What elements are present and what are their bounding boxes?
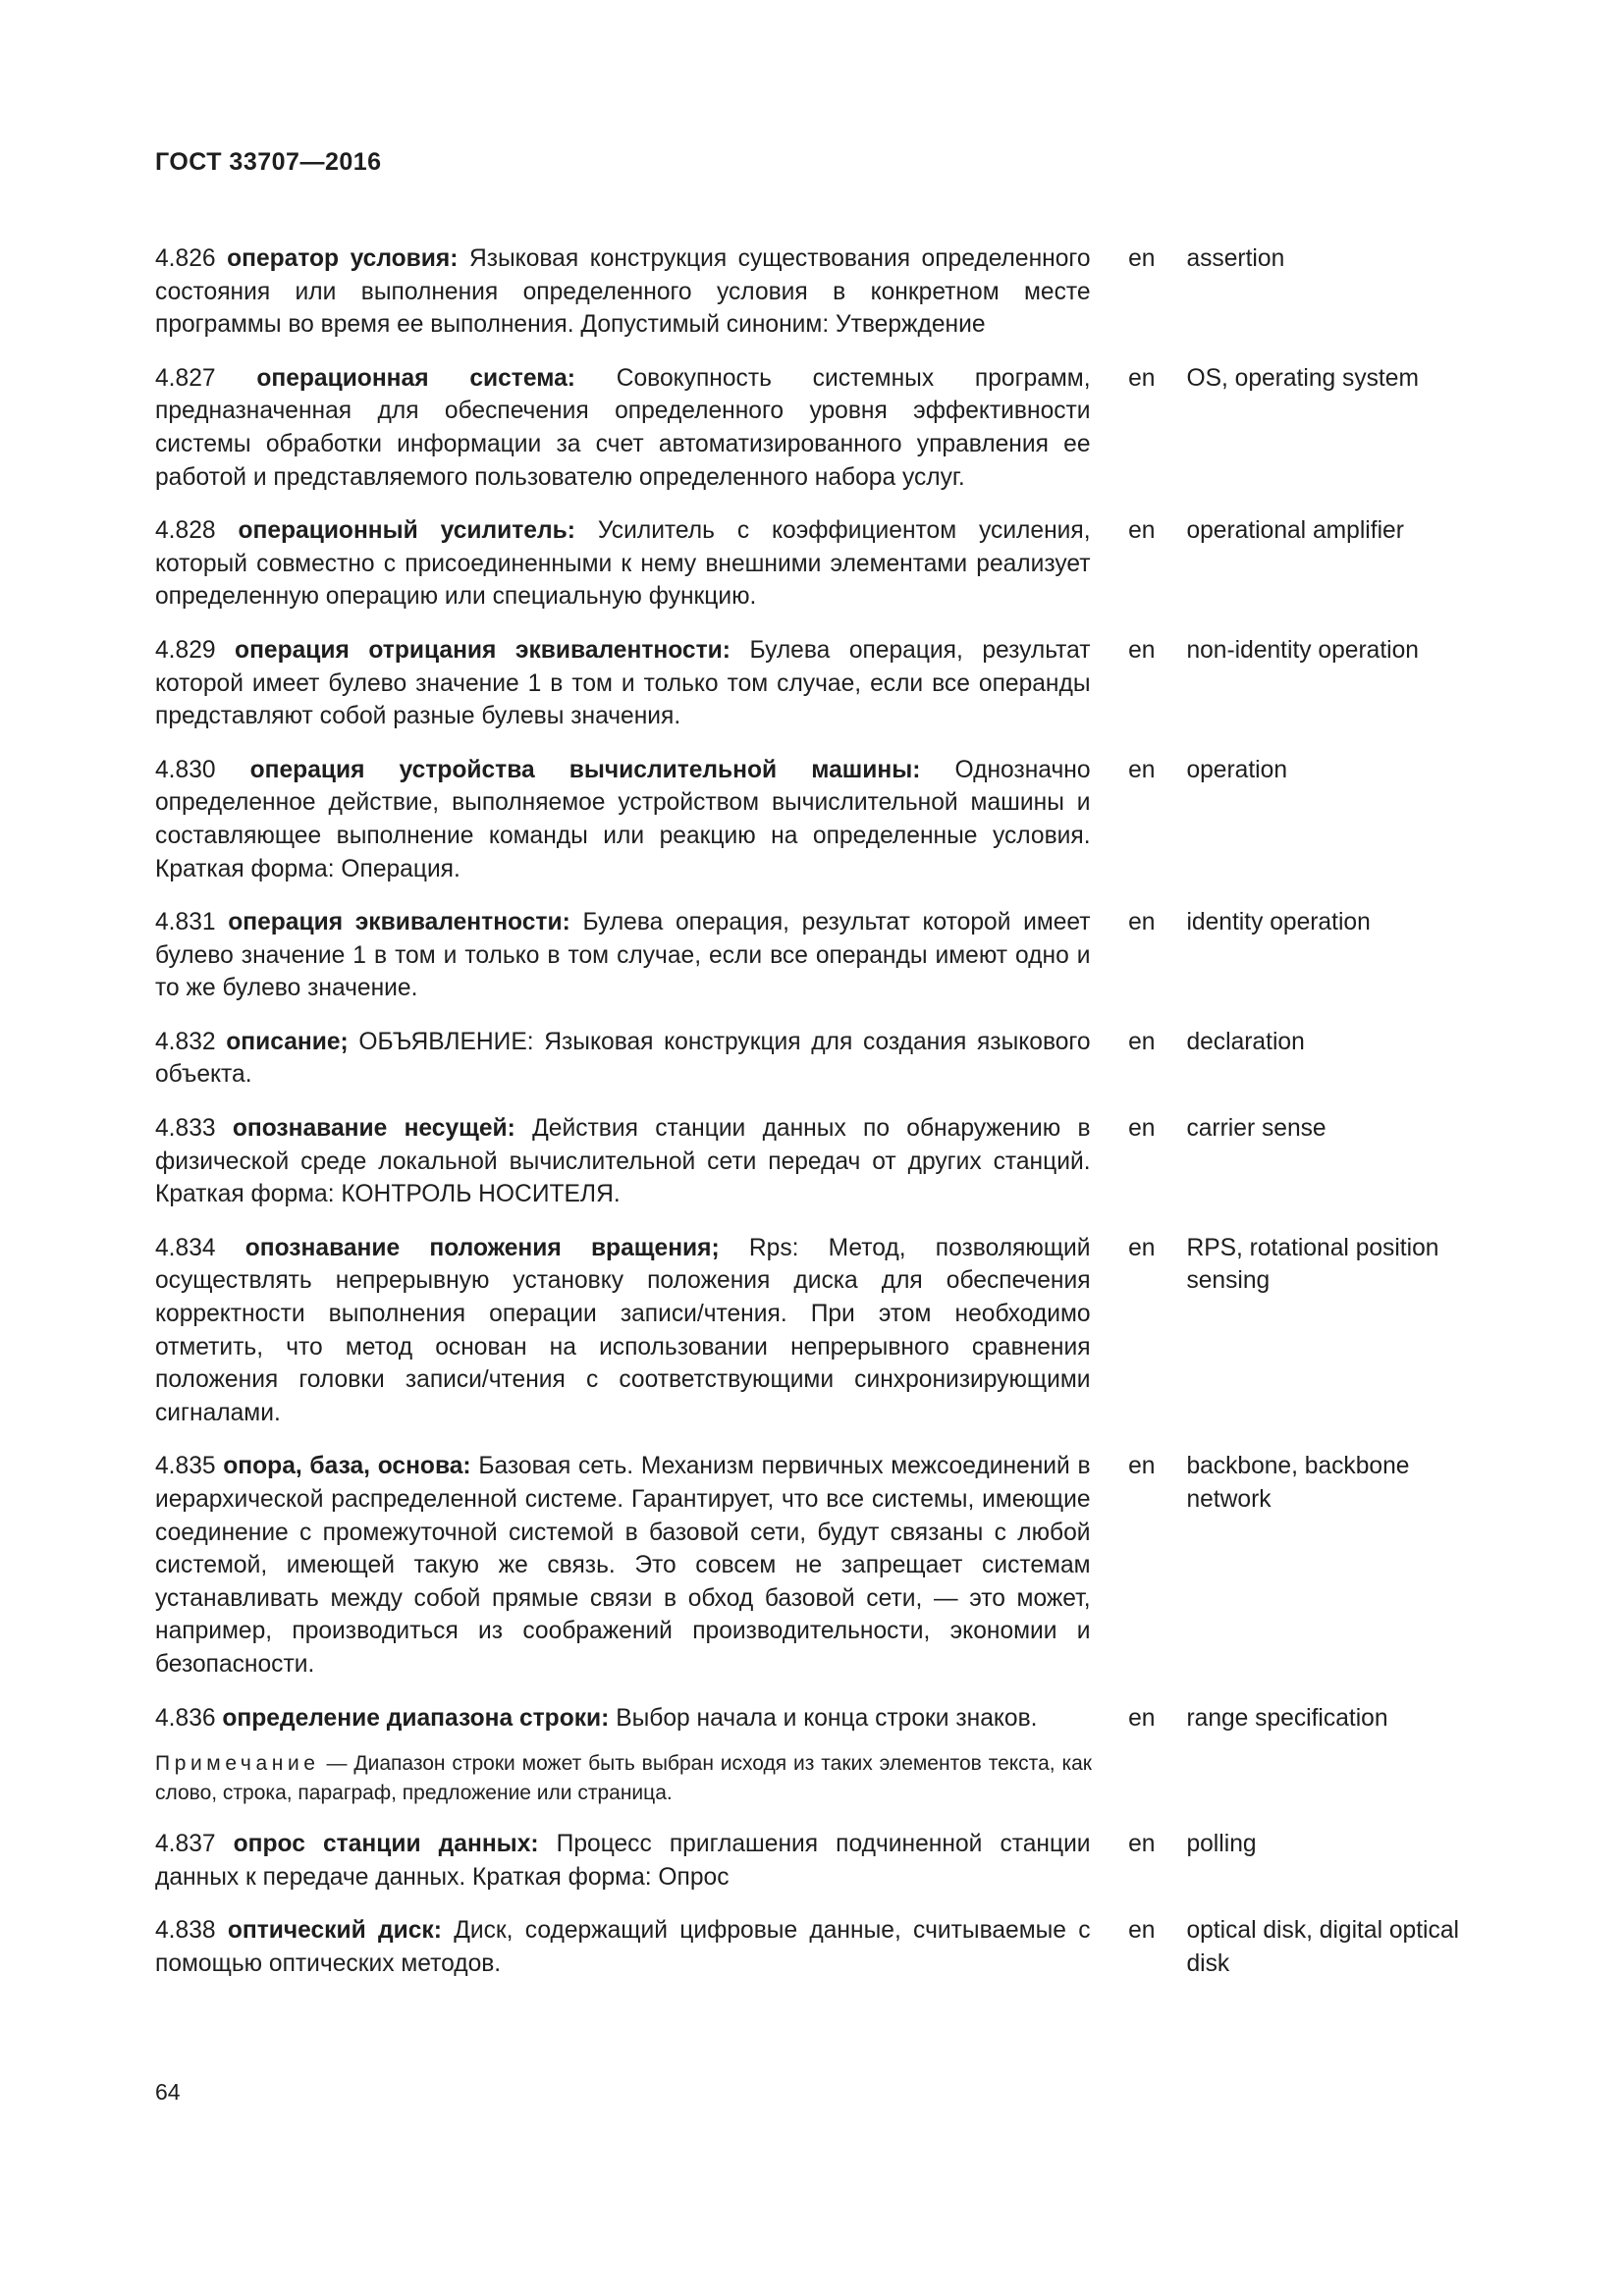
entry-definition bbox=[155, 242, 1091, 342]
entry-term-ru: операционный усилитель: bbox=[238, 517, 575, 545]
entry-definition bbox=[155, 1450, 1091, 1681]
entry-definition bbox=[155, 1828, 1091, 1894]
entry-term-en: operation bbox=[1186, 756, 1288, 783]
entry-lang: en bbox=[1128, 1028, 1156, 1055]
term-entry bbox=[155, 1232, 1481, 1430]
entry-term-ru: операция эквивалентности: bbox=[228, 909, 570, 936]
entry-number: 4.836 bbox=[155, 1704, 216, 1732]
entry-term-en: RPS, rotational position sensing bbox=[1186, 1234, 1439, 1295]
entry-definition-text: Совокупность системных программ, предназначенная для обеспечения определенного уровня эффективности системы обработки информации за счет автоматизированного управления ее работой и представляемого пользователю определенного набора услуг. bbox=[155, 364, 1091, 491]
entry-definition-text: Базовая сеть. Механизм первичных межсоединений в иерархической распределенной системе. Гарантирует, что все системы, имеющие соединение с промежуточной системой в базовой сети, будут связаны с любой системой, имеющей такую же связь. Это совсем не запрещает системам устанавливать между собой прямые связи в обход базовой сети, — это может, например, производиться из соображений производительности, экономии и безопасности. bbox=[155, 1453, 1091, 1678]
entry-term-ru: опрос станции данных: bbox=[233, 1831, 539, 1858]
entry-definition-text: Действия станции данных по обнаружению в физической среде локальной вычислительной сети передач от других станций. Краткая форма: КОНТРОЛЬ НОСИТЕЛЯ. bbox=[155, 1115, 1091, 1208]
entry-term-en: declaration bbox=[1186, 1028, 1305, 1055]
entry-note bbox=[155, 1749, 1092, 1808]
note-text: — Диапазон строки может быть выбран исходя из таких элементов текста, как слово, строка, параграф, предложение или страница. bbox=[155, 1752, 1092, 1805]
entry-lang: en bbox=[1128, 756, 1156, 783]
entry-term-ru: оптический диск: bbox=[227, 1917, 442, 1945]
entry-lang: en bbox=[1128, 1234, 1156, 1261]
entry-term-ru: определение диапазона строки: bbox=[222, 1704, 610, 1732]
entry-definition bbox=[155, 754, 1091, 885]
entry-term-en: non-identity operation bbox=[1186, 636, 1419, 664]
entry-definition bbox=[155, 362, 1091, 494]
term-entry bbox=[155, 1450, 1481, 1681]
entry-definition-text: Языковая конструкция существования определенного состояния или выполнения определенного условия в конкретном месте программы во время ее выполнения. Допустимый синоним: Утверждение bbox=[155, 245, 1091, 339]
entry-definition-text: Диск, содержащий цифровые данные, считываемые с помощью оптических методов. bbox=[155, 1917, 1091, 1977]
term-entry bbox=[155, 754, 1481, 885]
entry-definition bbox=[155, 906, 1091, 1005]
entry-number: 4.833 bbox=[155, 1115, 216, 1143]
entry-definition-text: Булева операция, результат которой имеет булево значение 1 в том и только в том случае, если все операнды имеют одно и то же булево значение. bbox=[155, 909, 1091, 1002]
entry-definition bbox=[155, 514, 1091, 614]
entry-definition bbox=[155, 1702, 1091, 1735]
entry-lang: en bbox=[1128, 1453, 1156, 1480]
entry-number: 4.828 bbox=[155, 517, 216, 545]
entry-number: 4.829 bbox=[155, 636, 216, 664]
term-entry bbox=[155, 362, 1481, 494]
entry-definition-text: Выбор начала и конца строки знаков. bbox=[616, 1704, 1038, 1732]
term-entry bbox=[155, 514, 1481, 614]
entry-definition-text: Однозначно определенное действие, выполняемое устройством вычислительной машины и составляющее выполнение команды или реакцию на определенные условия. Краткая форма: Операция. bbox=[155, 756, 1091, 882]
term-entry bbox=[155, 1026, 1481, 1092]
entry-number: 4.834 bbox=[155, 1234, 216, 1261]
entry-lang: en bbox=[1128, 909, 1156, 936]
entry-definition bbox=[155, 1914, 1091, 1980]
entry-lang: en bbox=[1128, 364, 1156, 392]
entry-term-ru: операция устройства вычислительной машины: bbox=[249, 756, 921, 783]
entry-definition-text: Усилитель с коэффициентом усиления, который совместно с присоединенными к нему внешними элементами реализует определенную операцию или специальную функцию. bbox=[155, 517, 1091, 611]
entry-lang: en bbox=[1128, 517, 1156, 545]
entry-term-en: carrier sense bbox=[1186, 1115, 1326, 1143]
entry-term-en: polling bbox=[1186, 1831, 1257, 1858]
entry-lang: en bbox=[1128, 245, 1156, 272]
entry-term-en: identity operation bbox=[1186, 909, 1371, 936]
entry-term-ru: опознавание положения вращения; bbox=[244, 1234, 720, 1261]
term-entry bbox=[155, 1112, 1481, 1211]
term-entry bbox=[155, 1828, 1481, 1894]
entry-lang: en bbox=[1128, 1115, 1156, 1143]
entry-definition bbox=[155, 1112, 1091, 1211]
entry-lang: en bbox=[1128, 1917, 1156, 1945]
term-entry bbox=[155, 634, 1481, 733]
entry-term-en: assertion bbox=[1186, 245, 1285, 272]
entry-term-ru: опознавание несущей: bbox=[232, 1115, 515, 1143]
note-label: Примечание bbox=[155, 1752, 320, 1776]
document-header: ГОСТ 33707—2016 bbox=[155, 148, 382, 176]
entry-term-ru: операция отрицания эквивалентности: bbox=[235, 636, 731, 664]
entry-term-en: backbone, backbone network bbox=[1186, 1453, 1410, 1513]
entry-number: 4.837 bbox=[155, 1831, 216, 1858]
entry-definition-text: Булева операция, результат которой имеет булево значение 1 в том и только том случае, если все операнды представляют собой разные булевы значения. bbox=[155, 636, 1091, 730]
entry-term-ru: операционная система: bbox=[256, 364, 575, 392]
entry-number: 4.831 bbox=[155, 909, 216, 936]
entry-term-ru: оператор условия: bbox=[227, 245, 459, 272]
entry-term-ru: описание; bbox=[226, 1028, 349, 1055]
entry-term-ru: опора, база, основа: bbox=[223, 1453, 471, 1480]
entry-definition bbox=[155, 1232, 1091, 1430]
entry-lang: en bbox=[1128, 1831, 1156, 1858]
entry-definition bbox=[155, 1026, 1091, 1092]
term-entry bbox=[155, 1702, 1481, 1735]
entry-number: 4.832 bbox=[155, 1028, 216, 1055]
page-number: 64 bbox=[155, 2079, 181, 2105]
entry-definition bbox=[155, 634, 1091, 733]
term-entries bbox=[155, 242, 1481, 2002]
entry-number: 4.835 bbox=[155, 1453, 216, 1480]
term-entry bbox=[155, 1914, 1481, 1980]
entry-lang: en bbox=[1128, 636, 1156, 664]
entry-lang: en bbox=[1128, 1704, 1156, 1732]
entry-definition-text: Процесс приглашения подчиненной станции данных к передаче данных. Краткая форма: Опрос bbox=[155, 1831, 1091, 1891]
entry-term-en: operational amplifier bbox=[1186, 517, 1404, 545]
entry-definition-text: ОБЪЯВЛЕНИЕ: Языковая конструкция для создания языкового объекта. bbox=[155, 1028, 1091, 1089]
term-entry bbox=[155, 242, 1481, 342]
entry-number: 4.827 bbox=[155, 364, 216, 392]
entry-number: 4.838 bbox=[155, 1917, 216, 1945]
entry-term-en: OS, operating system bbox=[1186, 364, 1419, 392]
entry-term-en: range specification bbox=[1186, 1704, 1388, 1732]
entry-number: 4.826 bbox=[155, 245, 216, 272]
entry-definition-text: Rps: Метод, позволяющий осуществлять непрерывную установку положения диска для обеспечения корректности выполнения операции записи/чтения. При этом необходимо отметить, что метод основан на использовании непрерывного сравнения положения головки записи/чтения с соответствующими синхронизирующими сигналами. bbox=[155, 1234, 1091, 1426]
term-entry bbox=[155, 906, 1481, 1005]
entry-number: 4.830 bbox=[155, 756, 216, 783]
entry-term-en: optical disk, digital optical disk bbox=[1186, 1917, 1459, 1977]
